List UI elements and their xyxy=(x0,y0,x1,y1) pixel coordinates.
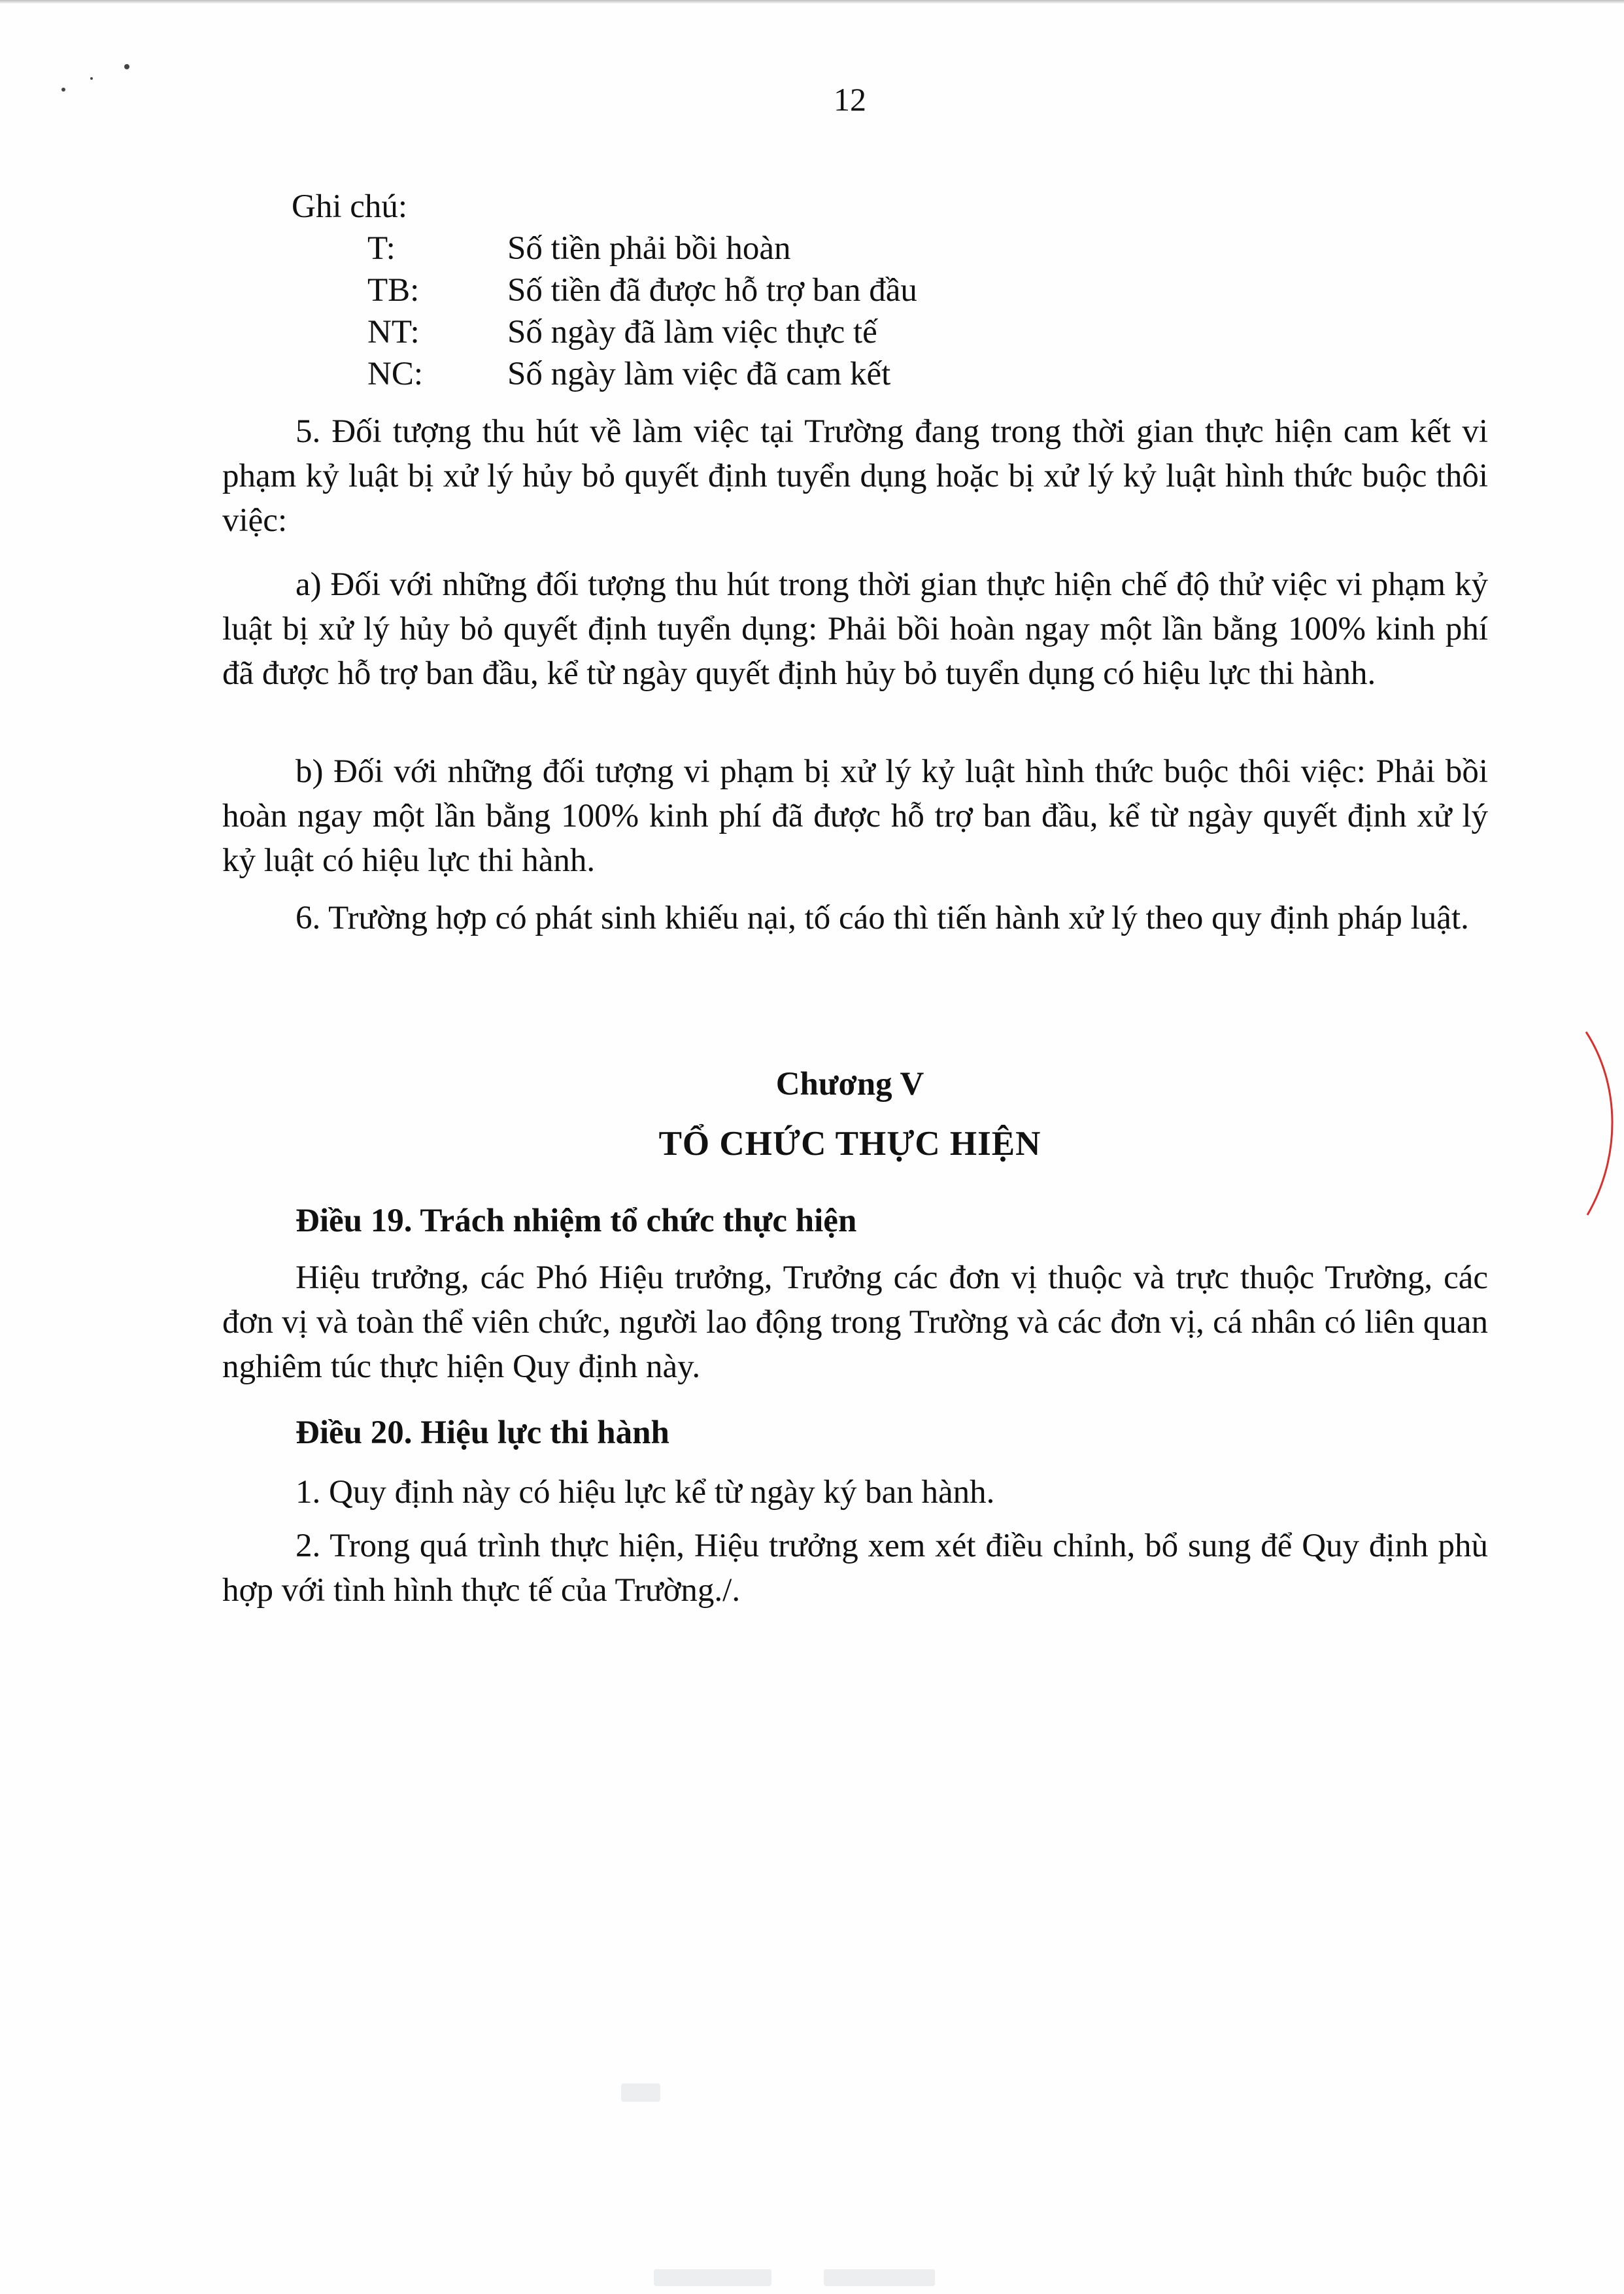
note-abbr: TB: xyxy=(367,272,420,309)
scan-smudge xyxy=(621,2083,660,2102)
article-20-item-2: 2. Trong quá trình thực hiện, Hiệu trưởng xem xét điều chỉnh, bổ sung để Quy định phù hợp với tình hình thực tế của Trường./. xyxy=(222,1528,1488,1609)
note-row xyxy=(0,353,1624,395)
scan-smudge xyxy=(824,2269,935,2286)
article-20-item-1: 1. Quy định này có hiệu lực kể từ ngày ký ban hành. xyxy=(296,1474,995,1511)
scan-smudge xyxy=(654,2269,771,2286)
page-number: 12 xyxy=(834,81,866,118)
chapter-label: Chương V xyxy=(775,1066,924,1103)
note-desc: Số tiền phải bồi hoàn xyxy=(507,230,791,267)
paragraph-5: 5. Đối tượng thu hút về làm việc tại Trường đang trong thời gian thực hiện cam kết vi phạm kỷ luật bị xử lý hủy bỏ quyết định tuyển dụng hoặc bị xử lý kỷ luật hình thức buộc thôi việc: xyxy=(222,413,1488,539)
red-stamp-edge xyxy=(1581,1025,1624,1222)
article-19-heading: Điều 19. Trách nhiệm tổ chức thực hiện xyxy=(296,1203,857,1239)
note-desc: Số ngày làm việc đã cam kết xyxy=(507,356,891,392)
paragraph-6: 6. Trường hợp có phát sinh khiếu nại, tố cáo thì tiến hành xử lý theo quy định pháp luật. xyxy=(296,900,1469,936)
note-abbr: T: xyxy=(367,230,396,267)
note-abbr: NT: xyxy=(367,314,420,351)
article-19-text: Hiệu trưởng, các Phó Hiệu trưởng, Trưởng các đơn vị thuộc và trực thuộc Trường, các đơn vị và toàn thể viên chức, người lao động trong Trường và các đơn vị, cá nhân có liên quan nghiêm túc thực hiện Quy định này. xyxy=(222,1259,1488,1385)
scan-speck xyxy=(124,64,129,69)
note-desc: Số ngày đã làm việc thực tế xyxy=(507,314,877,351)
note-row xyxy=(0,311,1624,353)
article-20-heading: Điều 20. Hiệu lực thi hành xyxy=(296,1414,669,1451)
scan-top-edge xyxy=(0,0,1624,4)
note-row xyxy=(0,228,1624,269)
note-row xyxy=(0,269,1624,311)
paragraph-5b: b) Đối với những đối tượng vi phạm bị xử lý kỷ luật hình thức buộc thôi việc: Phải bồi hoàn ngay một lần bằng 100% kinh phí đã được hỗ trợ ban đầu, kể từ ngày quyết định xử lý kỷ luật có hiệu lực thi hành. xyxy=(222,753,1488,879)
note-desc: Số tiền đã được hỗ trợ ban đầu xyxy=(507,272,917,309)
note-abbr: NC: xyxy=(367,356,424,392)
notes-heading: Ghi chú: xyxy=(292,188,408,225)
paragraph-5a: a) Đối với những đối tượng thu hút trong thời gian thực hiện chế độ thử việc vi phạm kỷ luật bị xử lý hủy bỏ quyết định tuyển dụng: Phải bồi hoàn ngay một lần bằng 100% kinh phí đã được hỗ trợ ban đầu, kể từ ngày quyết định hủy bỏ tuyển dụng có hiệu lực thi hành. xyxy=(222,566,1488,692)
chapter-title: TỔ CHỨC THỰC HIỆN xyxy=(658,1125,1041,1163)
